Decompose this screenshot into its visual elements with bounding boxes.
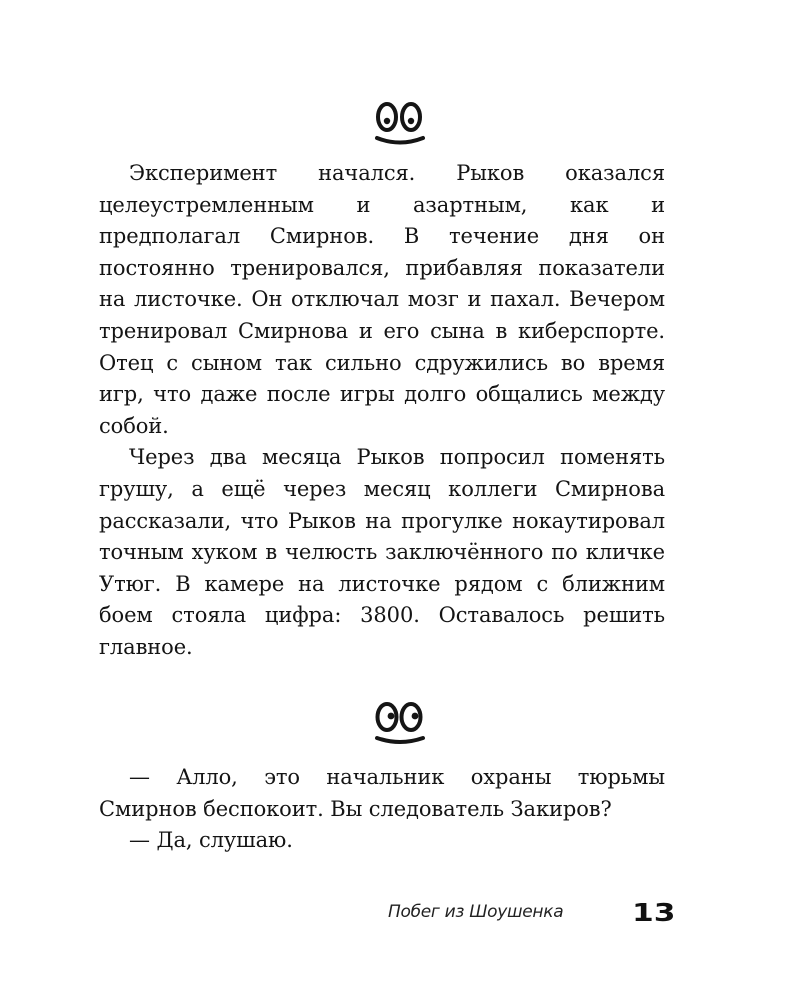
section-1-text — [99, 158, 665, 664]
smiley-face-icon — [368, 96, 432, 152]
paragraph: Через два месяца Рыков попросил поменять грушу, а ещё через месяц коллеги Смирнова рассказали, что Рыков на прогулке нокаутировал точным хуком в челюсть заключённого по кличке Утюг. В камере на листочке рядом с ближним боем стояла цифра: 3800. Оставалось решить главное. — [99, 445, 665, 659]
running-footer-title: Побег из Шоушенка — [388, 902, 564, 922]
paragraph: Эксперимент начался. Рыков оказался целеустремленным и азартным, как и предполагал Смирнов. В течение дня он постоянно тренировался, прибавляя показатели на листочке. Он отключал мозг и пахал. Вечером тренировал Смирнова и его сына в киберспорте. Отец с сыном так сильно сдружились во время игр, что даже после игры долго общались между собой. — [99, 161, 665, 438]
smiley-face-icon-looking — [368, 695, 432, 751]
dialogue-line: — Да, слушаю. — [129, 828, 293, 853]
dialogue-line: — Алло, это начальник охраны тюрьмы Смирнов беспокоит. Вы следователь Закиров? — [99, 765, 665, 821]
page-number: 13 — [632, 898, 676, 927]
section-2-text — [99, 762, 665, 857]
